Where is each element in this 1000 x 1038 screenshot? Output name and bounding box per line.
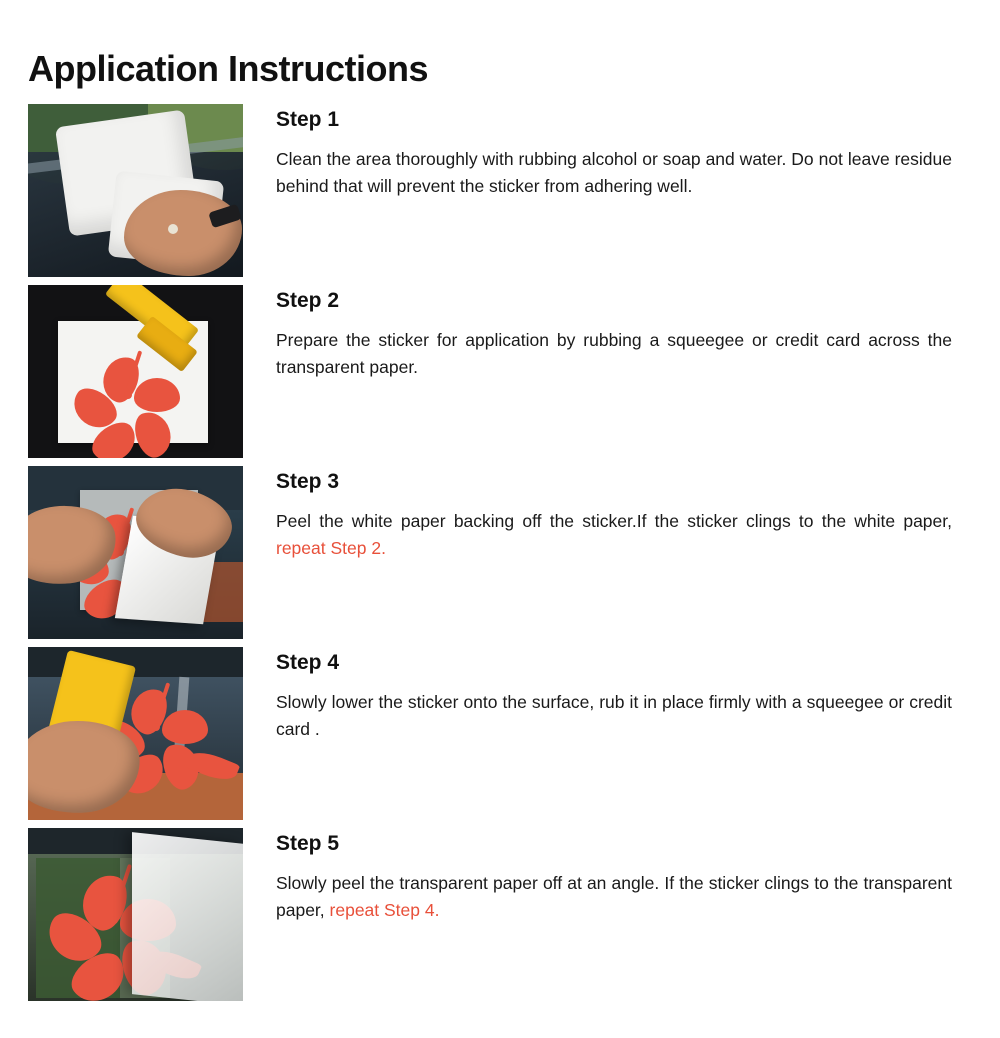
step-5-text [276, 870, 952, 924]
petal [162, 710, 208, 744]
flower-center [152, 723, 160, 731]
step-3-text-accent: repeat Step 2. [276, 538, 386, 559]
step-1-image [28, 104, 243, 277]
page-title: Application Instructions [28, 48, 429, 90]
petal [134, 378, 180, 412]
step-1-label: Step 1 [276, 108, 340, 131]
car-roof [28, 647, 243, 677]
step-4-text [276, 689, 952, 743]
step-3-label: Step 3 [276, 470, 340, 493]
step-2-body [243, 285, 972, 381]
step-4-image [28, 647, 243, 820]
flower-center [110, 916, 118, 924]
ring [168, 224, 178, 234]
step-5-text-accent: repeat Step 4. [329, 900, 440, 921]
step-5-text-main: Slowly peel the transparent paper off at an angle. If the sticker clings to the transparent paper, [276, 873, 952, 921]
step-1-text-main: Clean the area thoroughly with rubbing alcohol or soap and water. Do not leave residue behind that will prevent the sticker from adhering well. [276, 149, 952, 197]
step-1-text [276, 146, 952, 200]
step-item [28, 828, 972, 1001]
step-1-body [243, 104, 972, 200]
step-item [28, 104, 972, 277]
step-4-body [243, 647, 972, 743]
step-2-text-main: Prepare the sticker for application by rubbing a squeegee or credit card across the transparent paper. [276, 330, 952, 378]
flower-center [116, 548, 124, 556]
step-5-image [28, 828, 243, 1001]
transparent-transfer-paper [132, 832, 243, 1001]
step-item [28, 466, 972, 639]
step-4-label: Step 4 [276, 651, 340, 674]
step-2-label: Step 2 [276, 289, 340, 312]
step-5-body [243, 828, 972, 924]
hand [124, 190, 242, 276]
step-4-text-main: Slowly lower the sticker onto the surface, rub it in place firmly with a squeegee or credit card . [276, 692, 952, 740]
step-2-image [28, 285, 243, 458]
step-3-image [28, 466, 243, 639]
step-item [28, 285, 972, 458]
step-3-text [276, 508, 952, 562]
steps-list [28, 104, 972, 1009]
step-2-text [276, 327, 952, 381]
step-3-text-main: Peel the white paper backing off the sticker.If the sticker clings to the white paper, [276, 511, 952, 531]
flower-center [124, 391, 132, 399]
step-3-body [243, 466, 972, 562]
step-item [28, 647, 972, 820]
step-5-label: Step 5 [276, 832, 340, 855]
